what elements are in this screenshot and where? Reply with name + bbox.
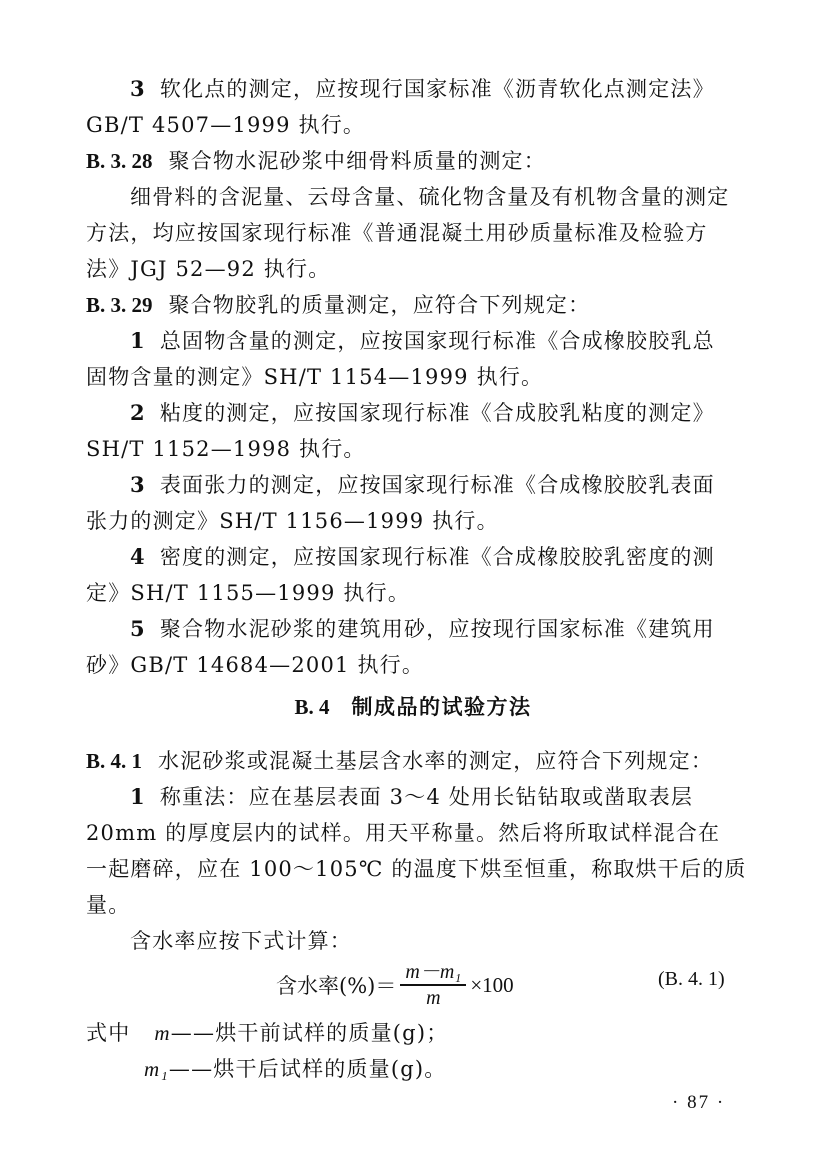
item-text: 粘度的测定，应按国家现行标准《合成胶乳粘度的测定》 [159, 401, 715, 425]
where-label: 式中 [86, 1021, 131, 1045]
text-line [86, 504, 746, 538]
clause-b-3-29 [86, 288, 746, 322]
item-2-viscosity [130, 396, 746, 430]
text-line [86, 888, 746, 922]
item-5-sand [130, 612, 746, 646]
item-1-weighing [130, 780, 746, 814]
symbol-desc: 烘干后试样的质量(g)。 [213, 1057, 447, 1081]
moisture-formula [276, 958, 514, 1012]
item-3-softening-point [130, 72, 746, 106]
where-line-2 [144, 1052, 746, 1086]
clause-text: 聚合物水泥砂浆中细骨料质量的测定： [168, 149, 546, 173]
clause-number: B. 4. 1 [86, 749, 143, 773]
formula-rhs: ×100 [470, 972, 514, 997]
symbol-desc: 烘干前试样的质量(g)； [215, 1021, 449, 1045]
item-text: 密度的测定，应按国家现行标准《合成橡胶胶乳密度的测 [159, 545, 715, 569]
dash: —— [168, 1057, 214, 1081]
formula-fraction [400, 960, 466, 1010]
clause-b-3-28 [86, 144, 746, 178]
item-text: 软化点的测定，应按现行国家标准《沥青软化点测定法》 [159, 77, 715, 101]
dash: —— [170, 1021, 216, 1045]
item-number: 2 [130, 400, 146, 425]
text-line [86, 648, 746, 682]
clause-text: 水泥砂浆或混凝土基层含水率的测定，应符合下列规定： [158, 749, 714, 773]
item-3-surface-tension [130, 468, 746, 502]
text-line [86, 576, 746, 610]
formula-denominator: m [426, 986, 441, 1009]
text-line [86, 216, 746, 250]
line-text: 法》JGJ 52—92 执行。 [86, 257, 331, 281]
item-number: 1 [130, 328, 146, 353]
formula-lhs: 含水率(%)＝ [276, 974, 397, 998]
item-text: 表面张力的测定，应按国家现行标准《合成橡胶胶乳表面 [159, 473, 715, 497]
section-title: 制成品的试验方法 [351, 694, 532, 719]
item-text: 聚合物水泥砂浆的建筑用砂，应按现行国家标准《建筑用 [159, 617, 715, 641]
clause-number: B. 3. 28 [86, 149, 153, 173]
line-text: 固物含量的测定》SH/T 1154—1999 执行。 [86, 365, 544, 389]
line-text: GB/T 4507—1999 执行。 [86, 113, 366, 137]
item-4-density [130, 540, 746, 574]
line-text: 20mm 的厚度层内的试样。用天平称量。然后将所取试样混合在 [86, 821, 721, 845]
item-number: 1 [130, 784, 146, 809]
equation-number: (B. 4. 1) [658, 968, 725, 990]
item-1-solids [130, 324, 746, 358]
item-text: 称重法：应在基层表面 3～4 处用长钻钻取或凿取表层 [159, 785, 694, 809]
item-number: 5 [130, 616, 146, 641]
text-line [86, 108, 746, 142]
line-text: 含水率应按下式计算： [130, 929, 352, 953]
line-text: 方法，均应按国家现行标准《普通混凝土用砂质量标准及检验方 [86, 221, 708, 245]
item-number: 3 [130, 76, 146, 101]
formula-numerator: m－m₁ [405, 961, 462, 984]
symbol-m1: m₁ [144, 1057, 169, 1081]
section-number: B. 4 [294, 695, 330, 719]
item-text: 总固物含量的测定，应按国家现行标准《合成橡胶胶乳总 [159, 329, 715, 353]
text-line [86, 432, 746, 466]
line-text: 张力的测定》SH/T 1156—1999 执行。 [86, 509, 499, 533]
section-heading [0, 690, 826, 724]
where-line-1 [86, 1016, 746, 1050]
line-text: 量。 [86, 893, 131, 917]
text-line [86, 360, 746, 394]
text-line [86, 252, 746, 286]
line-text: 砂》GB/T 14684—2001 执行。 [86, 653, 425, 677]
line-text: 定》SH/T 1155—1999 执行。 [86, 581, 411, 605]
item-number: 4 [130, 544, 146, 569]
text-line [86, 816, 746, 850]
symbol-m: m [154, 1021, 171, 1045]
text-line [130, 180, 746, 214]
item-number: 3 [130, 472, 146, 497]
line-text: 细骨料的含泥量、云母含量、硫化物含量及有机物含量的测定 [130, 185, 730, 209]
text-line [86, 852, 746, 886]
text-line [130, 924, 746, 958]
clause-text: 聚合物胶乳的质量测定，应符合下列规定： [168, 293, 591, 317]
page-number: · 87 · [672, 1092, 726, 1113]
clause-number: B. 3. 29 [86, 293, 153, 317]
line-text: SH/T 1152—1998 执行。 [86, 437, 366, 461]
line-text: 一起磨碎，应在 100～105℃ 的温度下烘至恒重，称取烘干后的质 [86, 857, 747, 881]
clause-b-4-1 [86, 744, 746, 778]
